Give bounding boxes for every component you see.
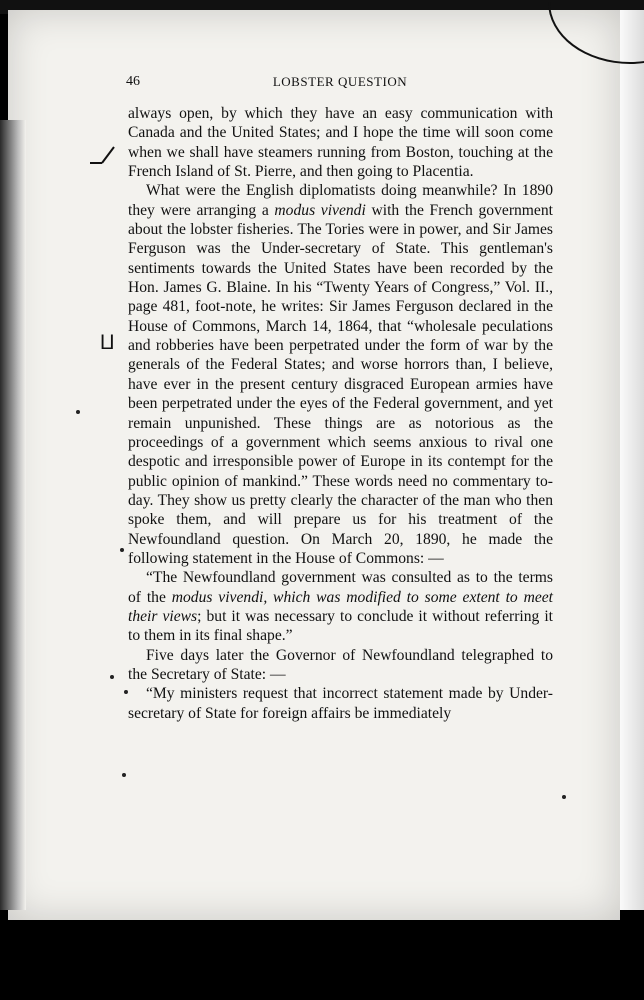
speck	[76, 410, 80, 414]
margin-squiggle-icon: ⨿	[100, 330, 115, 354]
paragraph: Five days later the Governor of Newfoundland telegraphed to the Secretary of State: —	[128, 646, 553, 683]
text-run: “The Newfoundland government was consulted as to the terms of the	[128, 569, 553, 606]
speck	[562, 795, 566, 799]
margin-check-mark-icon	[88, 145, 124, 171]
italic-phrase: modus vivendi	[274, 201, 366, 219]
paragraph	[128, 181, 553, 568]
book-spine-shadow	[0, 120, 26, 910]
paragraph: always open, by which they have an easy communication with Canada and the United States; and I hope the time will soon come when we shall have steamers running from Boston, touching at the French Island of St. Pierre, and then going to Placentia.	[128, 105, 553, 181]
page-number: 46	[126, 74, 140, 89]
speck	[122, 773, 126, 777]
page-edge-right	[620, 10, 644, 910]
text-run: with the French government about the lobster fisheries. The Tories were in power, and Sir James Ferguson was the Under-secretary of State. This gentleman's sentiments towards the United States have been recorded by the Hon. James G. Blaine. In his “Twenty Years of Congress,” Vol. II., page 481, foot-note, he writes: Sir James Ferguson declared in the House of Commons, March 14, 1864, that “wholesale peculations and robberies have been perpetrated under the form of war by the generals of the Federal States; and worse horrors than, I believe, have ever in the present century disgraced European armies have been perpetrated under the eyes of the Federal government, and yet remain unpunished. These things are as notorious as the proceedings of a government which seems anxious to rival one despotic and irresponsible power of Europe in its contempt for the public opinion of mankind.” These words need no commentary to-day. They show us pretty clearly the character of the man who then spoke them, and will prepare us for his treatment of the Newfoundland question. On March 20, 1890, he made the following statement in the House of Commons: —	[128, 201, 553, 567]
text-run: What were the English diplomatists doing meanwhile? In 1890 they were arranging a	[128, 182, 553, 219]
body-text	[128, 104, 553, 723]
speck	[110, 675, 114, 679]
paragraph	[128, 568, 553, 645]
scan-border-bottom	[0, 920, 644, 1000]
paragraph: “My ministers request that incorrect statement made by Under-secretary of State for foreign affairs be immediately	[128, 685, 553, 722]
text-run: ; but it was necessary to conclude it without referring it to them in its final shape.”	[128, 607, 554, 645]
running-title: LOBSTER QUESTION	[272, 74, 408, 89]
page-header	[126, 74, 554, 94]
speck	[120, 548, 124, 552]
italic-phrase: modus vivendi, which was modified to some extent to meet their views	[128, 588, 554, 625]
